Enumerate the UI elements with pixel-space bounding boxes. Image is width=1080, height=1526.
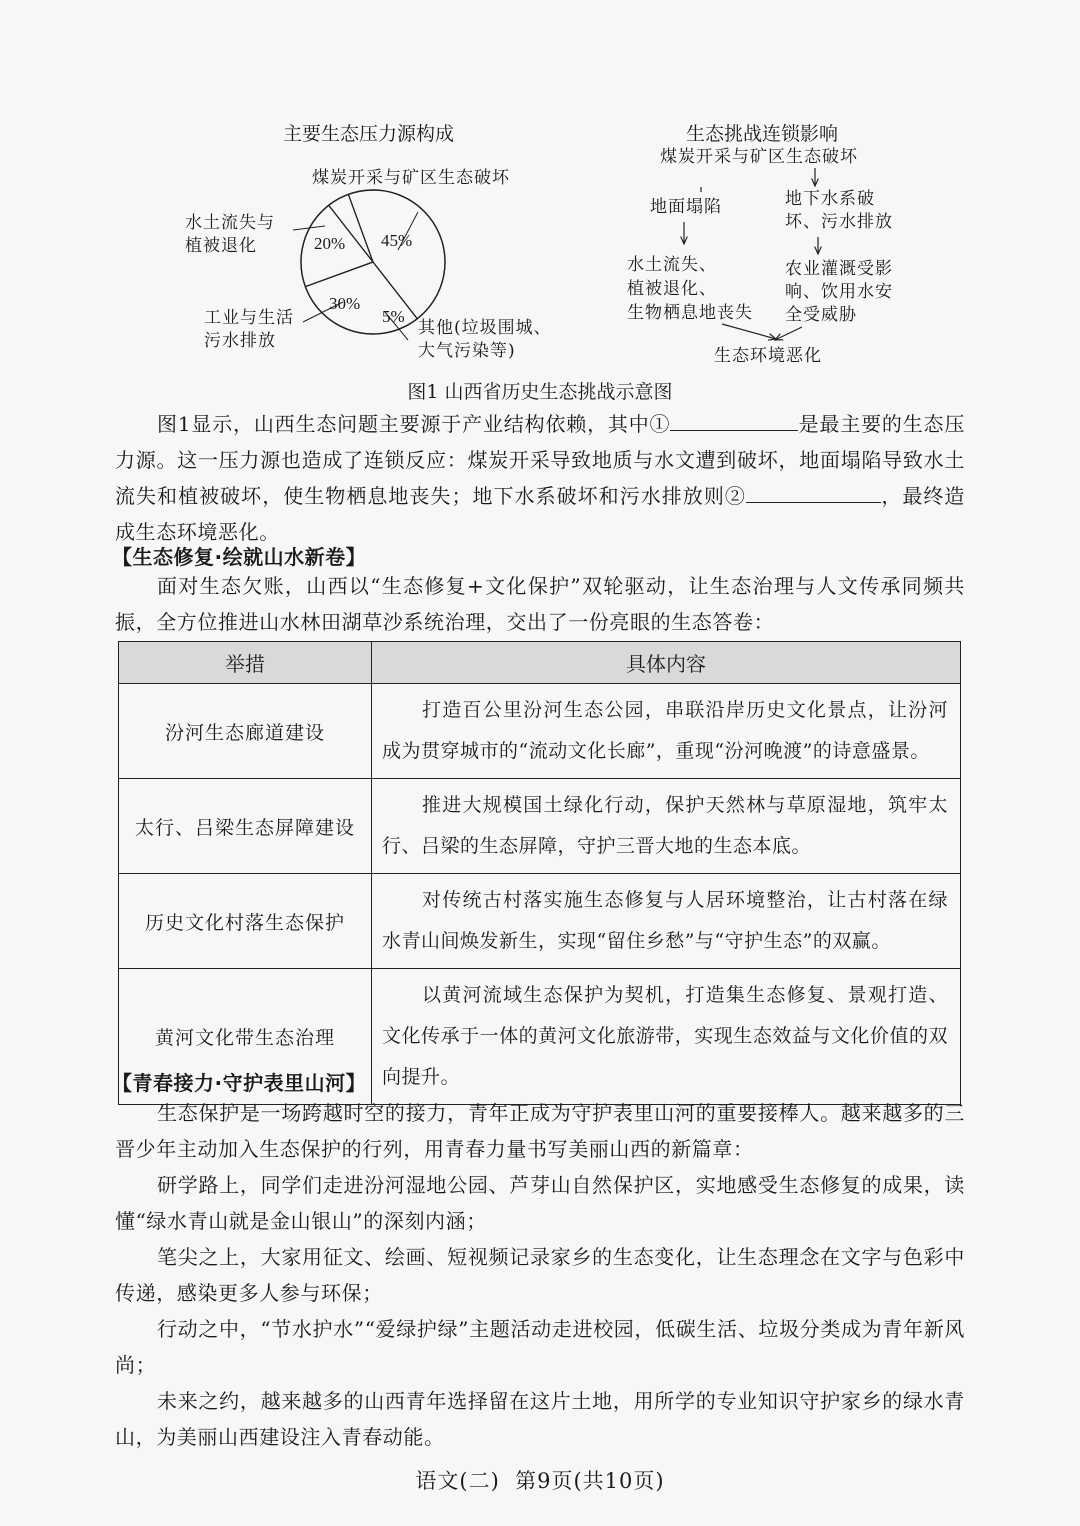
- measures-table: [118, 641, 961, 1105]
- pie-value-other: 5%: [382, 307, 405, 326]
- youth-paragraph: 生态保护是一场跨越时空的接力，青年正成为守护表里山河的重要接棒人。越来越多的三晋少年主动加入生态保护的行列，用青春力量书写美丽山西的新篇章：: [115, 1101, 965, 1161]
- page-footer: 语文(二) 第9页(共10页): [415, 1469, 665, 1493]
- chain-node-left2-line3: 生物栖息地丧失: [627, 303, 753, 323]
- youth-paragraph: 未来之约，越来越多的山西青年选择留在这片土地，用所学的专业知识守护家乡的绿水青山，为美丽山西建设注入青春动能。: [115, 1389, 965, 1449]
- pie-slice-coal: [348, 190, 445, 319]
- chain-node-right1-line2: 坏、污水排放: [785, 212, 893, 232]
- chain-node-left2-line2: 植被退化、: [627, 279, 717, 299]
- section-intro-text: 面对生态欠账，山西以“生态修复+文化保护”双轮驱动，让生态治理与人文传承同频共振，全方位推进山水林田湖草沙系统治理，交出了一份亮眼的生态答卷：: [115, 574, 965, 634]
- analysis-text-part2: 是最主要的生态压力源。这一压力源也造成了连锁反应：煤炭开采导致地质与水文遭到破坏，地面塌陷导致水土流失和植被破坏，使生物栖息地丧失；地下水系破坏和污水排放则②: [115, 412, 965, 508]
- table-cell-content: [372, 684, 961, 779]
- section-heading-restoration: 【生态修复·绘就山水新卷】: [112, 545, 367, 569]
- analysis-text-part1: 图1显示，山西生态问题主要源于产业结构依赖，其中①: [157, 412, 671, 436]
- pie-label-soil-line1: 水土流失与: [185, 213, 275, 233]
- table-cell-content-text: 推进大规模国土绿化行动，保护天然林与草原湿地，筑牢太行、吕梁的生态屏障，守护三晋大地的生态本底。: [382, 794, 948, 857]
- table-cell-content: [372, 969, 961, 1105]
- pie-label-water-line1: 工业与生活: [204, 308, 294, 328]
- section-heading-youth: 【青春接力·守护表里山河】: [112, 1071, 367, 1095]
- table-cell-content: [372, 874, 961, 969]
- pie-label-coal: 煤炭开采与矿区生态破坏: [312, 168, 510, 188]
- table-header-row: [119, 642, 961, 684]
- section-intro-restoration: [115, 568, 965, 640]
- chain-node-left1: 地面塌陷: [650, 197, 722, 217]
- table-cell-content-text: 以黄河流域生态保护为契机，打造集生态修复、景观打造、文化传承于一体的黄河文化旅游带，实现生态效益与文化价值的双向提升。: [382, 984, 948, 1088]
- arrow-left2-to-bottom: [722, 324, 776, 339]
- pie-chart-title: 主要生态压力源构成: [283, 123, 455, 145]
- answer-blank-1[interactable]: [670, 410, 798, 431]
- chain-node-right1-line1: 地下水系破: [785, 189, 875, 209]
- pie-value-soil: 20%: [314, 234, 346, 253]
- chain-arrows: [600, 140, 920, 370]
- chain-node-top: 煤炭开采与矿区生态破坏: [660, 147, 858, 167]
- youth-paragraph: 研学路上，同学们走进汾河湿地公园、芦芽山自然保护区，实地感受生态修复的成果，读懂“绿水青山就是金山银山”的深刻内涵；: [115, 1173, 965, 1233]
- table-cell-content: [372, 779, 961, 874]
- analysis-paragraph: [115, 406, 965, 550]
- pie-value-coal: 45%: [381, 231, 413, 250]
- youth-paragraph: 笔尖之上，大家用征文、绘画、短视频记录家乡的生态变化，让生态理念在文字与色彩中传递，感染更多人参与环保；: [115, 1245, 965, 1305]
- table-cell-measure: 历史文化村落生态保护: [119, 874, 372, 969]
- table-cell-measure: 汾河生态廊道建设: [119, 684, 372, 779]
- youth-paragraph: 行动之中，“节水护水”“爱绿护绿”主题活动走进校园，低碳生活、垃圾分类成为青年新风尚；: [115, 1317, 965, 1377]
- chain-node-right2-line1: 农业灌溉受影: [785, 259, 893, 279]
- chain-node-right2-line3: 全受威胁: [785, 305, 857, 325]
- table-cell-content-text: 对传统古村落实施生态修复与人居环境整治，让古村落在绿水青山间焕发新生，实现“留住乡愁”与“守护生态”的双赢。: [382, 889, 948, 952]
- table-cell-content-text: 打造百公里汾河生态公园，串联沿岸历史文化景点，让汾河成为贯穿城市的“流动文化长廊”，重现“汾河晚渡”的诗意盛景。: [382, 699, 948, 762]
- chain-node-bottom: 生态环境恶化: [714, 346, 822, 366]
- arrow-right2-to-bottom: [775, 327, 802, 340]
- table-row: [119, 779, 961, 874]
- figure-caption: 图1 山西省历史生态挑战示意图: [407, 381, 673, 403]
- table-cell-measure: 黄河文化带生态治理: [119, 969, 372, 1105]
- chain-node-left2-line1: 水土流失、: [627, 255, 717, 275]
- table-header-content: 具体内容: [372, 642, 961, 684]
- pie-value-water: 30%: [329, 294, 361, 313]
- pie-label-water-line2: 污水排放: [204, 331, 276, 351]
- answer-blank-2[interactable]: [746, 482, 881, 503]
- chain-title: 生态挑战连锁影响: [686, 123, 839, 145]
- table-row: [119, 874, 961, 969]
- pie-label-other-line2: 大气污染等): [418, 341, 516, 361]
- analysis-text-part3: ，最终造成生态环境恶化。: [115, 484, 966, 544]
- table-row: [119, 684, 961, 779]
- pie-label-soil-line2: 植被退化: [185, 236, 257, 256]
- section-body-youth: [115, 1095, 965, 1455]
- table-cell-measure: 太行、吕梁生态屏障建设: [119, 779, 372, 874]
- pie-label-other-line1: 其他(垃圾围城、: [418, 318, 552, 338]
- table-header-measure: 举措: [119, 642, 372, 684]
- chain-node-right2-line2: 响、饮用水安: [785, 282, 893, 302]
